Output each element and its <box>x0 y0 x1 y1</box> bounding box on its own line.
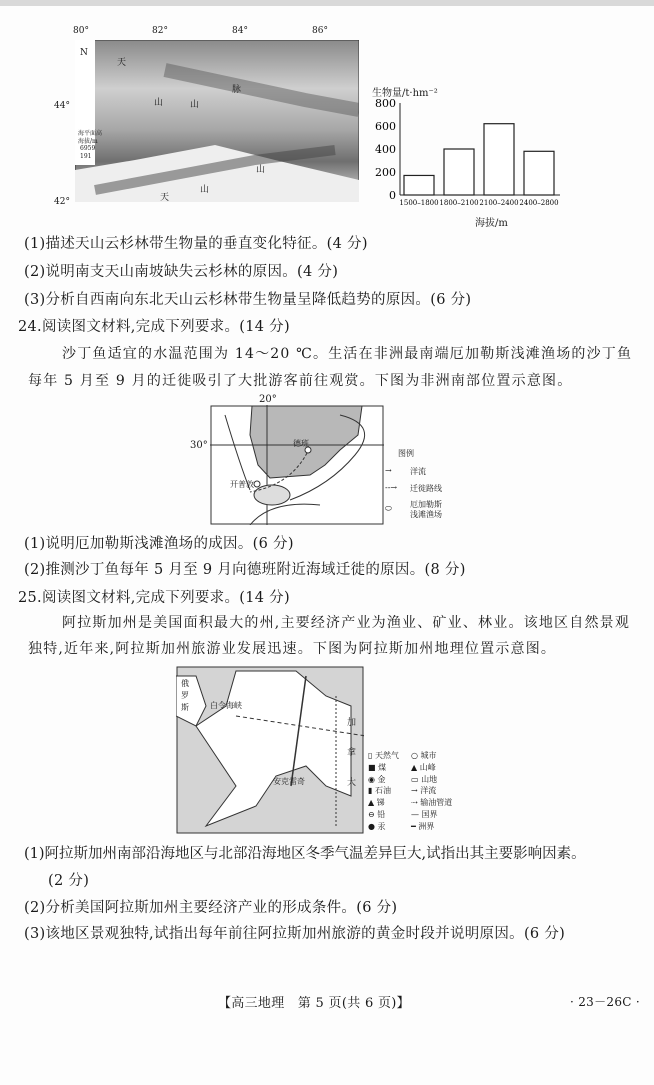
top-bar <box>0 0 654 6</box>
legend-item: 天然气 <box>374 751 399 760</box>
q25-3: (3)该地区景观独特,试指出每年前往阿拉斯加州旅游的黄金时段并说明原因。(6 分) <box>24 926 566 942</box>
q23-1: (1)描述天山云杉林带生物量的垂直变化特征。(4 分) <box>24 236 368 252</box>
y-tick-label: 600 <box>375 120 396 133</box>
legend-item: 汞 <box>377 821 386 831</box>
legend-migration: 迁徙路线 <box>410 484 442 493</box>
q24-para-2: 每年 5 月至 9 月的迁徙吸引了大批游客前往观赏。下图为非洲南部位置示意图。 <box>28 373 573 389</box>
q25-2: (2)分析美国阿拉斯加州主要经济产业的形成条件。(6 分) <box>24 900 398 916</box>
legend-item: 洲界 <box>418 821 435 831</box>
q25-1: (1)阿拉斯加州南部沿海地区与北部沿海地区冬季气温差异巨大,试指出其主要影响因素。 <box>24 846 586 862</box>
footer-code: · 23－26C · <box>570 995 640 1009</box>
strait-label: 白令海峡 <box>210 701 242 710</box>
x-tick-label: 1500–1800 <box>399 199 439 207</box>
lat-label: 30° <box>190 440 208 451</box>
lon-label: 84° <box>232 26 248 36</box>
legend-fishery: 厄加勒斯 <box>410 500 442 509</box>
canada-label: 加 <box>347 718 357 728</box>
x-tick-label: 1800–2100 <box>439 199 479 207</box>
y-tick-label: 400 <box>375 143 396 156</box>
legend-title: 图例 <box>398 449 414 458</box>
y-axis-label: 生物量/t·hm⁻² <box>372 88 438 99</box>
y-tick-label: 800 <box>375 97 396 110</box>
lon-label: 82° <box>152 26 168 36</box>
legend-item: 国界 <box>421 809 438 819</box>
lat-label: 44° <box>54 101 70 111</box>
bar <box>444 149 474 195</box>
legend-item: 铅 <box>377 809 386 819</box>
lon-label: 86° <box>312 26 328 36</box>
legend-item: 洋流 <box>420 786 437 796</box>
lon-label: 80° <box>73 26 89 36</box>
legend-item: 煤 <box>378 762 387 772</box>
x-tick-label: 2400–2800 <box>519 199 559 207</box>
bar <box>404 175 434 195</box>
bar <box>484 124 514 195</box>
canada-label: 拿 <box>347 748 357 758</box>
place-label: 山 <box>190 100 200 110</box>
map-svg <box>210 405 384 525</box>
q25-para-1: 阿拉斯加州是美国面积最大的州,主要经济产业为渔业、矿业、林业。该地区自然景观 <box>62 615 631 631</box>
legend-item: 输油管道 <box>420 798 453 808</box>
russia-label: 罗 <box>181 691 189 700</box>
q24-para-1: 沙丁鱼适宜的水温范围为 14～20 ℃。生活在非洲最南端厄加勒斯浅滩渔场的沙丁鱼 <box>62 346 633 362</box>
q25-1-score: (2 分) <box>48 873 90 889</box>
q24-heading: 24.阅读图文材料,完成下列要求。(14 分) <box>18 319 290 335</box>
legend-high: 6959 <box>80 145 96 152</box>
q25-para-2: 独特,近年来,阿拉斯加州旅游业发展迅速。下图为阿拉斯加州地理位置示意图。 <box>28 641 557 657</box>
place-label: 脉 <box>232 85 242 95</box>
q25-heading: 25.阅读图文材料,完成下列要求。(14 分) <box>18 590 290 606</box>
place-label: 山 <box>200 185 210 195</box>
y-tick-label: 0 <box>389 189 396 202</box>
north-arrow: N <box>80 48 88 58</box>
city-label: 开普敦 <box>230 480 254 489</box>
city-label: 德班 <box>293 439 309 448</box>
russia-label: 俄 <box>181 679 189 688</box>
legend-fishery: 浅滩渔场 <box>410 510 442 519</box>
lon-label: 20° <box>259 394 277 405</box>
legend-current: 洋流 <box>410 467 426 476</box>
footer-page: 【高三地理 第 5 页(共 6 页)】 <box>218 996 410 1011</box>
legend-title: 海拔/m <box>78 138 98 145</box>
legend-item: 城市 <box>420 751 437 760</box>
q23-3: (3)分析自西南向东北天山云杉林带生物量呈降低趋势的原因。(6 分) <box>24 292 472 308</box>
x-axis-label: 海拔/m <box>475 218 508 229</box>
y-tick-label: 200 <box>375 166 396 179</box>
chart-svg <box>360 95 570 225</box>
legend-item: 金 <box>377 774 386 784</box>
legend-item: 山峰 <box>419 762 436 772</box>
q24-2: (2)推测沙丁鱼每年 5 月至 9 月向德班附近海域迁徙的原因。(8 分) <box>24 562 466 578</box>
place-label: 天 <box>117 58 127 68</box>
q23-2: (2)说明南支天山南坡缺失云杉林的原因。(4 分) <box>24 264 339 280</box>
legend-title: 海平面高 <box>78 130 103 137</box>
x-tick-label: 2100–2400 <box>479 199 519 207</box>
russia-label: 斯 <box>181 703 189 712</box>
place-label: 天 <box>160 193 170 203</box>
exam-page: 80° 82° 84° 86° 44° 42° N 海平面高 海拔/m 6959 191 天 山 山 脉 山 山 天 生物量/t·hm⁻² 0 200 400 600 800 1500–1800 1800–2100 2100–2400 2400–2800 海拔/m (1)描述天山云杉林带生物量的垂直变化特征。(4 分) (2)说明南支天山南坡缺失云杉林的原因。(4 分) (3)分析自西南向东北天山云杉林带生物量呈降低趋势的原因。(6 分) 24.阅读图文材料,完成下列要求。(14 分) 沙丁鱼适宜的水温范围为 14～20 ℃。生活在非洲最南端厄加勒斯浅滩渔场的沙丁鱼 每年 5 月至 9 月的迁徙吸引了大批游客前往观赏。下图为非洲南部位置示意图。 20° 30° 德班 开普敦 图例 → 洋流 --→ 迁徙路线 ⬭ 厄加勒斯 浅滩渔场 (1)说明厄加勒斯浅滩渔场的成因。(6 分) (2)推测沙丁鱼每年 5 月至 9 月向德班附近海域迁徙的原因。(8 分) 25.阅读图文材料,完成下列要求。(14 分) 阿拉斯加州是美国面积最大的州,主要经济产业为渔业、矿业、林业。该地区自然景观 独特,近年来,阿拉斯加州旅游业发展迅速。下图为阿拉斯加州地理位置示意图。 俄 罗 斯 白令海峡 加 拿 大 安克雷奇 ▯ 天然气 ■ 煤 ◉ 金 ▮ 石油 ▲ 锑 ⊖ 铅 ● 汞 ○ 城市 ▲ 山峰 ▭ 山地 → 洋流 ⇢ 输油管道 — 国界 ━ 洲界 (1)阿拉斯加州南部沿海地区与北部沿海地区冬季气温差异巨大,试指出其主要影响因素。 (2 分) (2)分析美国阿拉斯加州主要经济产业的形成条件。(6 分) (3)该地区景观独特,试指出每年前往阿拉斯加州旅游的黄金时段并说明原因。(6 分) 【高三地理 第 5 页(共 6 页)】 · 23－26C · <box>0 0 654 1085</box>
lat-label: 42° <box>54 197 70 207</box>
canada-label: 大 <box>347 778 357 788</box>
q24-1: (1)说明厄加勒斯浅滩渔场的成因。(6 分) <box>24 536 294 552</box>
legend-item: 山地 <box>421 774 438 784</box>
legend-low: 191 <box>80 153 92 160</box>
city-label: 安克雷奇 <box>273 777 305 786</box>
place-label: 山 <box>256 165 266 175</box>
legend-item: 锑 <box>376 798 385 808</box>
legend-item: 石油 <box>374 786 391 796</box>
map-svg <box>176 666 364 834</box>
bar <box>524 151 554 195</box>
place-label: 山 <box>154 98 164 108</box>
